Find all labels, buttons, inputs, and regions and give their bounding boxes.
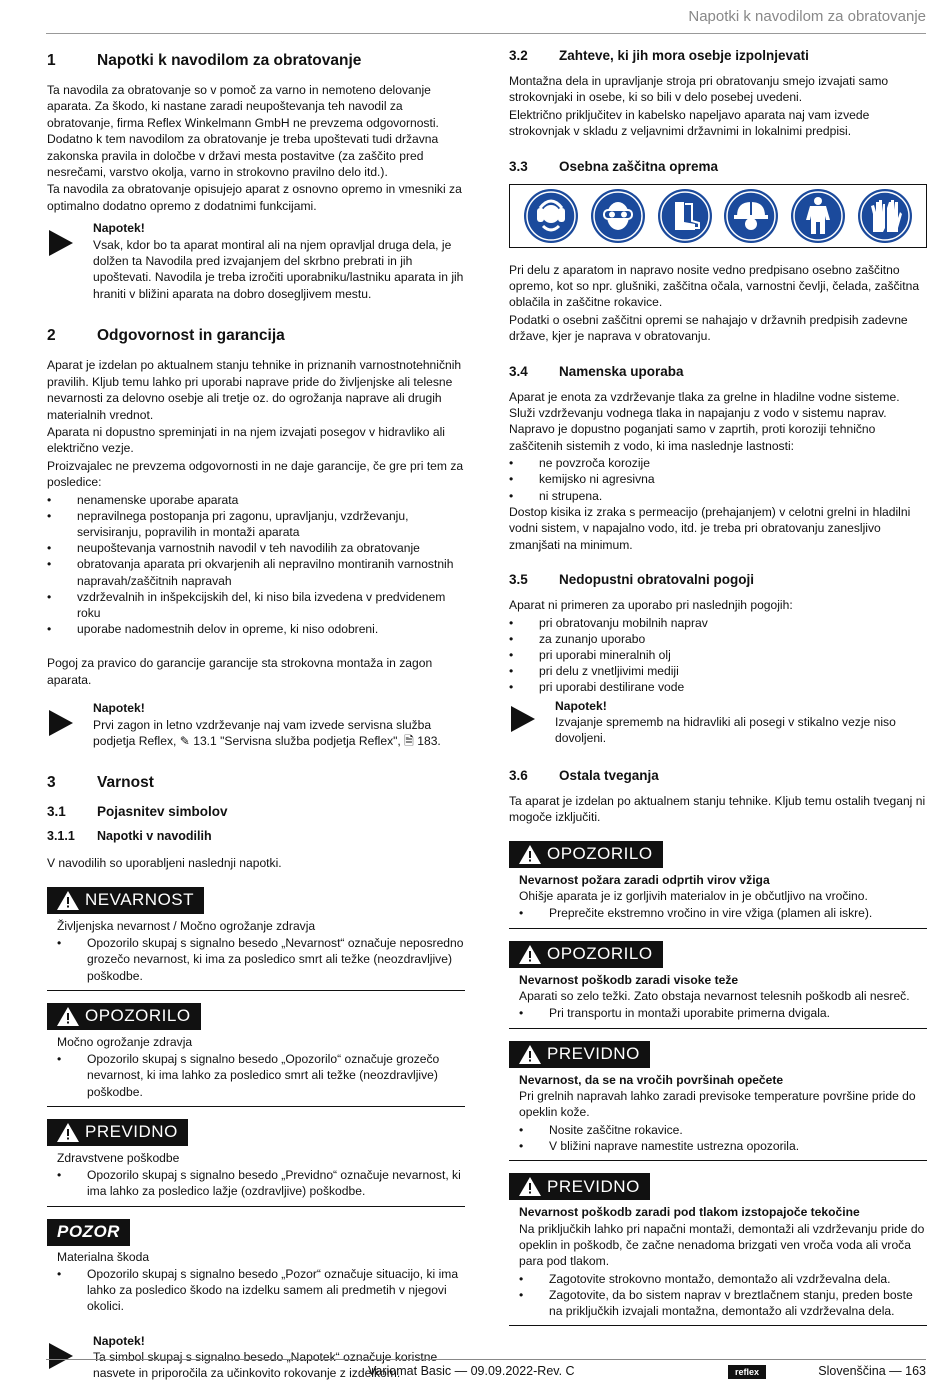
warning-fire (509, 841, 927, 929)
section-3-5-heading: 3.5 Nedopustni obratovalni pogoji (509, 572, 754, 588)
right-column (509, 48, 927, 1338)
ppe-icons (509, 184, 927, 248)
list-item: • Preprečite ekstremno vročino in vire vžiga (plamen ali iskre). (519, 905, 927, 921)
section-1-heading: 1 Napotki k navodilom za obratovanje (47, 52, 362, 69)
section-3-4-heading: 3.4 Namenska uporaba (509, 363, 684, 379)
safety-boots-icon (657, 188, 713, 244)
list-item: • pri obratovanju mobilnih naprav (509, 615, 927, 631)
warning-nevarnost (47, 887, 465, 991)
list-item: • Opozorilo skupaj s signalno besedo „Pozor“ označuje situacijo, ki ima lahko za posledico škodo na izdelku samem ali predmetih v njegovi okolici. (57, 1266, 465, 1315)
gloves-icon (857, 188, 913, 244)
list-item: • nenamenske uporabe aparata (47, 492, 465, 508)
signal-badge: OPOZORILO (509, 841, 663, 868)
note-box (47, 700, 465, 750)
note-text: Ta simbol skupaj s signalno besedo „Napotek“ označuje koristne nasvete in priporočila za učinkovito rokovanje z izdelkom. (93, 1350, 438, 1381)
note-text: Izvajanje sprememb na hidravliki ali posegi v stikalno vezje niso dovoljeni. (555, 714, 896, 746)
warning-desc: Materialna škoda (57, 1249, 150, 1264)
s34-paragraph-2: Dostop kisika iz zraka s permeacijo (prehajanjem) v celotni grelni in hladilni vodni sistem, v napajalno vodo, itd. je treba pri obratovanju zanesljivo zmanjšati na minimum. (509, 504, 911, 552)
s32-paragraph-1: Montažna dela in upravljanje stroja pri obratovanju smejo izvajati samo strokovnjaki in osebe, ki so bili v delo posebej uvedeni. (509, 74, 889, 105)
list-item: • pri delu z vnetljivimi mediji (509, 663, 927, 679)
list-item: • Pri transportu in montaži uporabite primerna dvigala. (519, 1005, 927, 1021)
warning-triangle-icon (519, 1045, 541, 1064)
note-arrow-icon (49, 230, 73, 256)
list-item: • Opozorilo skupaj s signalno besedo „Previdno“ označuje nevarnost, ki ima lahko za posledico lažje (ozdravljive) poškodbe. (57, 1167, 465, 1199)
list-item: • obratovanja aparata pri okvarjenih ali nepravilno montiranih varnostnih napravah/zaščitnih napravah (47, 556, 465, 588)
signal-badge: NEVARNOST (47, 887, 204, 914)
reflex-logo: reflex (728, 1365, 766, 1379)
s1-paragraph-1: Ta navodila za obratovanje so v pomoč za varno in nemoteno delovanje aparata. Za škodo, ki nastane zaradi neupoštevanja teh navodil za obratovanje, firma Reflex Winkelmann GmbH ne prevzema odgovornosti. Dodatno k tem navodilom za obratovanje je treba upoštevati tudi državna zakonska pravila in določbe v državi mesta postavitve (za zaščito pred nesrečami, varstvo okolja, varno in strokovno pravilno delo itd.). (47, 83, 439, 180)
list-item: • Zagotovite, da bo sistem naprav v breztlačnem stanju, preden boste na priključkih izvajali montažna, demontažo ali vzdrževalna dela. (519, 1287, 927, 1319)
section-3-6-heading: 3.6 Ostala tveganja (509, 767, 659, 783)
warning-triangle-icon (57, 891, 79, 910)
list-item: • za zunanjo uporabo (509, 631, 927, 647)
warning-weight (509, 941, 927, 1029)
warning-desc: Življenjska nevarnost / Močno ogrožanje zdravja (57, 918, 316, 933)
goggles-icon (590, 188, 646, 244)
note-arrow-icon (49, 710, 73, 736)
list-item: • Nosite zaščitne rokavice. (519, 1122, 927, 1138)
list-item: • neupoštevanja varnostnih navodil v teh navodilih za obratovanje (47, 540, 465, 556)
s2-paragraph-1: Aparat je izdelan po aktualnem stanju tehnike in priznanih varnostnotehničnih pravilih. Kljub temu lahko pri uporabi naprave pride do življenjske ali telesne nevarnosti za delovno osebje ali tretje oz. do ogrožanja naprave ali drugih materialnih vrednot. (47, 358, 462, 422)
signal-badge: OPOZORILO (47, 1003, 201, 1030)
warning-previdno (47, 1119, 465, 1207)
note-title: Napotek! (555, 698, 607, 713)
list-item: • pri uporabi mineralnih olj (509, 647, 927, 663)
signal-badge: POZOR (47, 1219, 130, 1246)
list-item: • V bližini naprave namestite ustrezna opozorila. (519, 1138, 927, 1154)
note-text: Prvi zagon in letno vzdrževanje naj vam izvede servisna služba podjetja Reflex, ✎ 13.1 "Servisna služba podjetja Reflex", 🗎 183. (93, 717, 441, 748)
warning-pozor (47, 1219, 465, 1321)
s32-paragraph-2: Električno priključitev in kabelsko napeljavo aparata naj vam izvede strokovnjak v skladu z veljavnimi državnimi in lokalnimi predpisi. (509, 107, 870, 139)
s35-paragraph-1: Aparat ni primeren za uporabo pri naslednjih pogojih: (509, 598, 793, 613)
s1-paragraph-2: Ta navodila za obratovanje opisujejo aparat z osnovno opremo in vmesniki za optimalno dodatno opremo z dodatnimi funkcijami. (47, 182, 462, 213)
warning-triangle-icon (57, 1007, 79, 1026)
warning-hot-surface (509, 1041, 927, 1162)
s33-paragraph-2: Podatki o osebni zaščitni opremi se nahajajo v državnih predpisih zadevne države, kjer je naprava v obratovanju. (509, 312, 908, 344)
warning-desc: Zdravstvene poškodbe (57, 1150, 180, 1165)
signal-badge: PREVIDNO (47, 1119, 188, 1146)
section-3-1-1-heading: 3.1.1 Napotki v navodilih (47, 829, 212, 844)
s33-paragraph-1: Pri delu z aparatom in napravo nosite vedno predpisano osebno zaščitno opremo, kot so npr. glušniki, zaščitna očala, varnostni čevlji, čelada, zaščitna oblačila in zaščitne rokavice. (509, 262, 920, 310)
note-box (509, 698, 927, 748)
section-2-heading: 2 Odgovornost in garancija (47, 327, 285, 345)
list-item: • uporabe nadomestnih delov in opreme, ki niso odobreni. (47, 621, 465, 637)
list-item: • vzdrževalnih in inšpekcijskih del, ki niso bila izvedena v predvidenem roku (47, 589, 465, 621)
section-3-heading: 3 Varnost (47, 774, 154, 792)
warning-title: Nevarnost požara zaradi odprtih virov vžiga (519, 872, 770, 887)
warning-text: Pri grelnih napravah lahko zaradi previsoke temperature površine pride do opeklin kože. (519, 1089, 916, 1120)
warning-text: Na priključkih lahko pri napačni montaži, demontaži ali vzdrževanju pride do opeklin in poškodb, če začne nenadoma brizgati ven vroča voda ali vroča para pod tlakom. (519, 1221, 925, 1269)
warning-title: Nevarnost poškodb zaradi visoke teže (519, 972, 739, 987)
warning-title: Nevarnost poškodb zaradi pod tlakom izstopajoče tekočine (519, 1205, 860, 1220)
helmet-icon (723, 188, 779, 244)
s35-list (509, 615, 927, 696)
list-item: • Opozorilo skupaj s signalno besedo „Nevarnost“ označuje neposredno grozečo nevarnost, ki ima za posledico smrt ali težke (neozdravljive) poškodbe. (57, 935, 465, 984)
list-item: • Opozorilo skupaj s signalno besedo „Opozorilo“ označuje grozečo nevarnost, ki ima lahko za posledico smrt ali težke (neozdravljive) poškodbe. (57, 1051, 465, 1100)
note-title: Napotek! (93, 1333, 145, 1348)
note-box (47, 220, 465, 303)
ear-protection-icon (523, 188, 579, 244)
signal-badge: PREVIDNO (509, 1041, 650, 1068)
warning-triangle-icon (519, 945, 541, 964)
s2-paragraph-2: Aparata ni dopustno spreminjati in na njem izvajati posegov v hidravliko ali električno vezje. (47, 424, 445, 456)
s34-list (509, 455, 927, 504)
signal-badge: OPOZORILO (509, 941, 663, 968)
warning-triangle-icon (519, 1177, 541, 1196)
s36-paragraph-1: Ta aparat je izdelan po aktualnem stanju tehnike. Kljub temu ostalih tveganj ni mogoče izključiti. (509, 793, 926, 825)
warning-text: Ohišje aparata je iz gorljivih materialov in je občutljivo na vročino. (519, 888, 868, 903)
s2-list (47, 492, 465, 638)
list-item: • pri uporabi destilirane vode (509, 679, 927, 695)
section-3-2-heading: 3.2 Zahteve, ki jih mora osebje izpolnjevati (509, 48, 809, 63)
section-3-1-heading: 3.1 Pojasnitev simbolov (47, 804, 228, 820)
page-footer (46, 1359, 926, 1381)
header-title: Napotki k navodilom za obratovanje (688, 8, 926, 25)
list-item: • ni strupena. (509, 488, 927, 504)
warning-pressure (509, 1173, 927, 1326)
warning-title: Nevarnost, da se na vročih površinah opečete (519, 1072, 784, 1087)
s34-paragraph-1: Aparat je enota za vzdrževanje tlaka za grelne in hladilne vodne sisteme. Služi vzdrževanju vodnega tlaka in napajanju z vodo v sistemu naprav. Napravo je dopustno poganjati samo v zaprtih, proti koroziji tehnično zaščitenih sistemih z vodo, ki ima naslednje lastnosti: (509, 389, 900, 453)
warning-desc: Močno ogrožanje zdravja (57, 1034, 193, 1049)
warning-opozorilo (47, 1003, 465, 1107)
list-item: • kemijsko ni agresivna (509, 471, 927, 487)
note-arrow-icon (511, 706, 535, 732)
footer-doc: Variomat Basic — 09.09.2022-Rev. C (368, 1364, 575, 1378)
s3-intro: V navodilih so uporabljeni naslednji napotki. (47, 856, 282, 871)
footer-page: Slovenščina — 163 (818, 1364, 926, 1378)
page-header (46, 0, 926, 34)
left-column (47, 48, 465, 1387)
s2-paragraph-3: Proizvajalec ne prevzema odgovornosti in ne daje garancije, če gre pri tem za posledice: (47, 458, 464, 490)
warning-triangle-icon (57, 1123, 79, 1142)
note-title: Napotek! (93, 701, 145, 716)
note-title: Napotek! (93, 221, 145, 236)
protective-clothing-icon (790, 188, 846, 244)
section-3-3-heading: 3.3 Osebna zaščitna oprema (509, 158, 719, 174)
signal-badge: PREVIDNO (509, 1173, 650, 1200)
warning-text: Aparati so zelo težki. Zato obstaja nevarnost telesnih poškodb ali nesreč. (519, 988, 910, 1003)
list-item: • Zagotovite strokovno montažo, demontažo ali vzdrževalna dela. (519, 1271, 927, 1287)
warning-triangle-icon (519, 845, 541, 864)
s2-paragraph-4: Pogoj za pravico do garancije garancije sta strokovna montaža in zagon aparata. (47, 656, 433, 687)
list-item: • nepravilnega postopanja pri zagonu, upravljanju, vzdrževanju, servisiranju, popravilih in montaži aparata (47, 508, 465, 540)
list-item: • ne povzroča korozije (509, 455, 927, 471)
note-text: Vsak, kdor bo ta aparat montiral ali na njem opravljal druga dela, je dolžen ta Navodila pred izvajanjem del skrbno prebrati in jih upoštevati. Navodila je treba izročiti uporabniku/lastniku aparata in jih hraniti v bližini aparata na dobro dosegljivem mestu. (93, 237, 464, 301)
